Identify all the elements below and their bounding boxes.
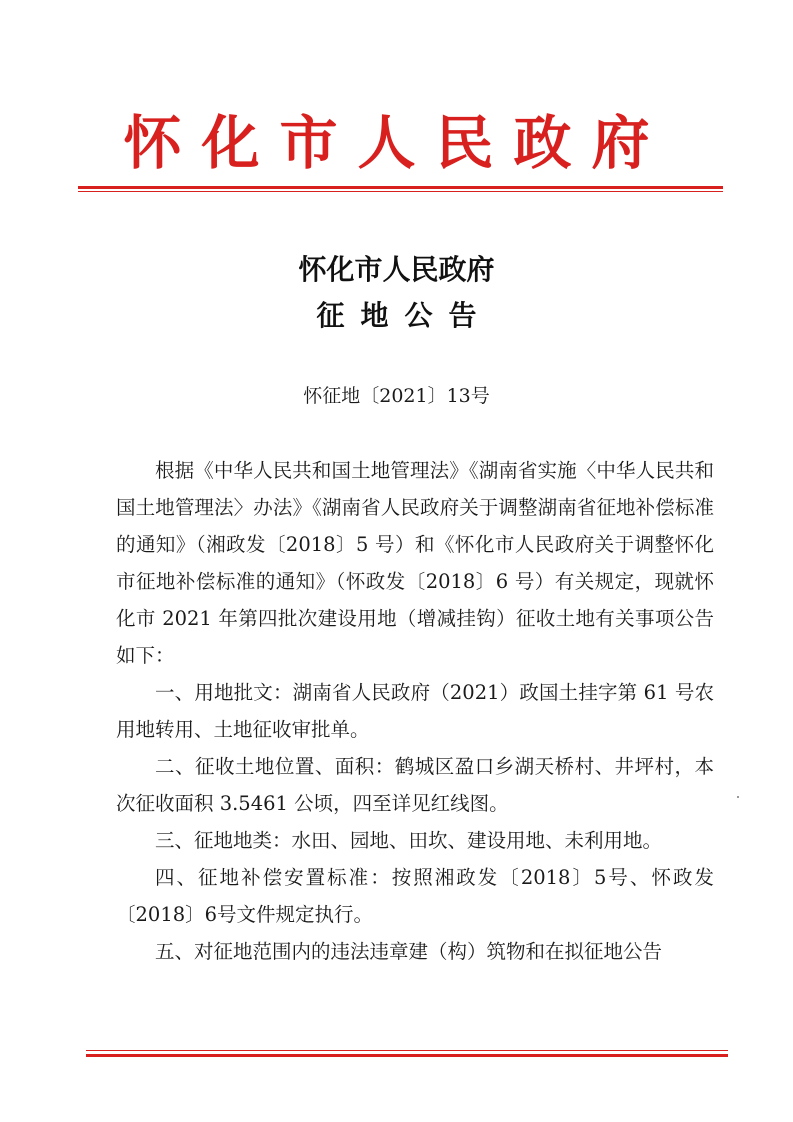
scan-speck [737, 796, 739, 798]
document-title-line1: 怀化市人民政府 [298, 253, 495, 286]
document-number: 怀征地〔2021〕13号 [303, 385, 490, 407]
paragraph-item-4: 四、征地补偿安置标准：按照湘政发〔2018〕5号、怀政发〔2018〕6号文件规定执行。 [116, 866, 714, 926]
footer-divider [86, 1050, 728, 1056]
masthead-title: 怀化市人民政府 [123, 109, 670, 177]
paragraph-item-5: 五、对征地范围内的违法违章建（构）筑物和在拟征地公告 [155, 940, 663, 963]
document-body [116, 452, 714, 970]
paragraph-intro: 根据《中华人民共和国土地管理法》《湖南省实施〈中华人民共和国土地管理法〉办法》《湖南省人民政府关于调整湖南省征地补偿标准的通知》（湘政发〔2018〕5 号）和《怀化市人民政府关于调整怀化市征地补偿标准的通知》（怀政发〔2018〕6 号）有关规定，现就怀化市 2021 年第四批次建设用地（增减挂钩）征收土地有关事项公告如下： [116, 459, 714, 667]
paragraph-item-3: 三、征地地类：水田、园地、田坎、建设用地、未利用地。 [155, 829, 663, 852]
paragraph-item-1: 一、用地批文：湖南省人民政府（2021）政国土挂字第 61 号农用地转用、土地征收审批单。 [116, 681, 714, 741]
paragraph-item-2: 二、征收土地位置、面积：鹤城区盈口乡湖天桥村、井坪村，本次征收面积 3.5461 公顷，四至详见红线图。 [116, 755, 714, 815]
document-title-line2: 征地公告 [316, 299, 493, 332]
header-divider [78, 186, 723, 192]
